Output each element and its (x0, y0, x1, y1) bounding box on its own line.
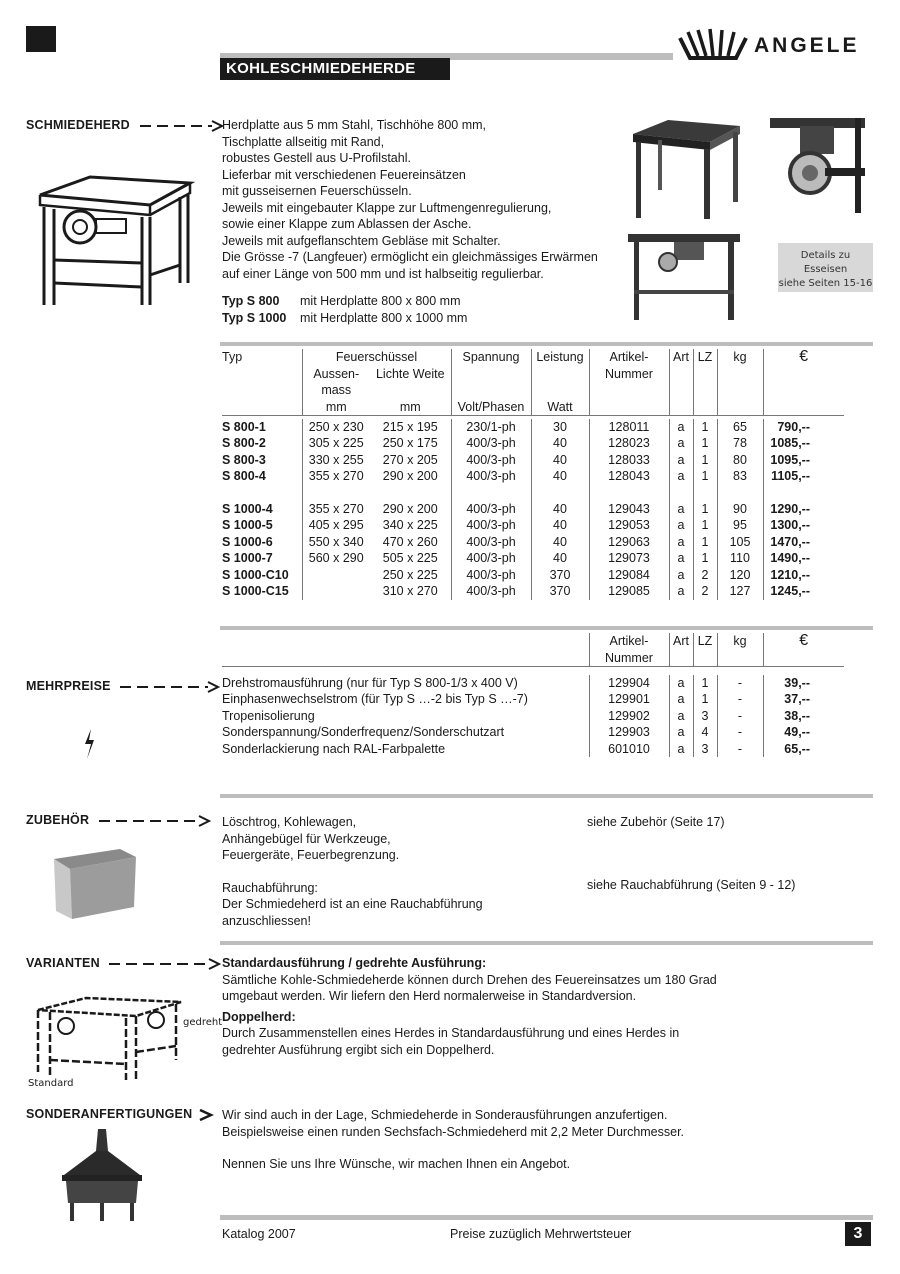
page-number: 3 (845, 1222, 871, 1246)
cell-lz: 1 (693, 550, 717, 567)
cell-lz: 2 (693, 583, 717, 600)
corner-mark (26, 26, 56, 52)
cell-art: a (669, 452, 693, 469)
desc-line: mit gusseisernen Feuerschüsseln. (222, 184, 412, 198)
cell-lz: 3 (693, 708, 717, 725)
desc-line: Tischplatte allseitig mit Rand, (222, 134, 385, 149)
cell-leistung: 370 (531, 583, 589, 600)
cell-preis: 65,-- (763, 741, 844, 758)
header-kg: kg (717, 633, 763, 650)
cell-spannung: 400/3-ph (451, 567, 531, 584)
varianten-drawing (26, 990, 223, 1090)
cell-leistung: 40 (531, 534, 589, 551)
cell-spannung: 400/3-ph (451, 583, 531, 600)
cell-typ: S 1000-4 (222, 501, 273, 516)
cell-artikel: 129084 (589, 567, 669, 584)
header-art: Art (669, 349, 693, 366)
zubehoer-label: ZUBEHÖR (26, 813, 90, 827)
cell-typ: S 800-4 (222, 469, 266, 483)
cell-leistung: 40 (531, 468, 589, 485)
type-list (222, 293, 642, 326)
rauch-line: anzuschliessen! (222, 913, 311, 928)
cell-lz: 1 (693, 435, 717, 452)
header-watt: Watt (531, 399, 589, 416)
sonder-line: Wir sind auch in der Lage, Schmiedeherde in Sonderausführungen anzufertigen. (222, 1108, 668, 1122)
mehrpreis-row (222, 741, 844, 758)
brand-name: ANGELE (754, 34, 860, 57)
header-voltphasen: Volt/Phasen (451, 399, 531, 416)
type-item (222, 310, 642, 327)
table-header-row (222, 366, 844, 383)
header-lichte: Lichte Weite (375, 366, 445, 381)
angele-logo-icon (676, 26, 750, 66)
lightning-icon (82, 728, 98, 760)
desc-line: Lieferbar mit verschiedenen Feuereinsätzen (222, 167, 466, 182)
cell-aussen: 355 x 270 (302, 468, 370, 485)
varianten-text (222, 955, 842, 1058)
varianten-rule (220, 941, 873, 945)
header-feuerschuessel: Feuerschüssel (302, 349, 451, 366)
cell-lichte: 270 x 205 (382, 452, 438, 467)
cell-artikel: 129063 (589, 534, 669, 551)
cell-leistung: 40 (531, 501, 589, 518)
header-euro: € (763, 633, 844, 650)
cell-artikel: 129043 (589, 501, 669, 518)
cell-artikel: 129904 (589, 675, 669, 692)
cell-lz: 1 (693, 501, 717, 518)
sonder-label: SONDERANFERTIGUNGEN (26, 1107, 193, 1121)
cell-leistung: 370 (531, 567, 589, 584)
header-spannung: Spannung (451, 349, 531, 366)
desc-line: Jeweils mit aufgeflanschtem Gebläse mit Schalter. (222, 233, 501, 248)
cell-kg: - (717, 708, 763, 725)
cell-art: a (669, 675, 693, 692)
sonder-text (222, 1107, 842, 1173)
cell-lz: 4 (693, 724, 717, 741)
cell-artikel: 128033 (589, 452, 669, 469)
cell-spannung: 400/3-ph (451, 550, 531, 567)
zubehoer-line: Löschtrog, Kohlewagen, (222, 815, 357, 829)
cell-artikel: 128011 (589, 419, 669, 436)
cell-preis: 1470,-- (763, 534, 844, 551)
cell-artikel: 129902 (589, 708, 669, 725)
table-header-row (222, 349, 844, 366)
mehrpreis-row (222, 724, 844, 741)
section-label-mehrpreise (26, 678, 220, 695)
table-row (222, 435, 844, 452)
cell-leistung: 40 (531, 517, 589, 534)
header-mm: mm (399, 399, 421, 414)
section-label-schmiedeherd (26, 117, 224, 134)
cell-art: a (669, 741, 693, 758)
header-nummer: Nummer (589, 650, 669, 667)
header-lz: LZ (693, 349, 717, 366)
doppelherd-heading: Doppelherd: (222, 1009, 296, 1024)
header-kg: kg (717, 349, 763, 366)
cell-kg: - (717, 691, 763, 708)
cell-art: a (669, 419, 693, 436)
header-artikel: Artikel- (589, 349, 669, 366)
cell-preis: 790,-- (763, 419, 844, 436)
product-photo-table-blower (628, 230, 743, 322)
cell-lz: 2 (693, 567, 717, 584)
note-line: siehe Seiten 15-16 (778, 278, 873, 289)
desc-line: Die Grösse -7 (Langfeuer) ermöglicht ein gleichmässiges Erwärmen (222, 250, 598, 264)
arrow-icon (198, 1109, 214, 1121)
mehrpreis-row (222, 675, 844, 692)
table-header-row (222, 382, 844, 399)
sonder-hearth-photo (52, 1127, 152, 1223)
cell-spannung: 400/3-ph (451, 452, 531, 469)
cell-lichte: 290 x 200 (382, 501, 438, 516)
cell-aussen: 405 x 295 (302, 517, 370, 534)
cell-art: a (669, 534, 693, 551)
cell-lz: 1 (693, 419, 717, 436)
cell-typ: S 1000-7 (222, 551, 273, 565)
product-photo-table (628, 116, 743, 221)
loeschtrog-photo (50, 845, 140, 923)
cell-lichte: 250 x 175 (382, 436, 438, 450)
cell-kg: 65 (717, 419, 763, 436)
cell-preis: 39,-- (763, 675, 844, 692)
varianten-line: umgebaut werden. Wir liefern den Herd normalerweise in Standardversion. (222, 989, 637, 1003)
cell-desc: Tropenisolierung (222, 708, 315, 723)
note-line: Details zu Esseisen (800, 250, 851, 275)
cell-artikel: 601010 (589, 741, 669, 758)
type-name: Typ S 800 (222, 294, 280, 308)
schmiedeherd-description (222, 117, 642, 282)
table-row (222, 501, 844, 518)
cell-artikel: 129903 (589, 724, 669, 741)
cell-leistung: 40 (531, 550, 589, 567)
type-desc: mit Herdplatte 800 x 800 mm (300, 294, 461, 308)
mehrpreise-label: MEHRPREISE (26, 679, 111, 693)
cell-lz: 1 (693, 534, 717, 551)
cell-lichte: 215 x 195 (382, 419, 438, 434)
cell-spannung: 400/3-ph (451, 534, 531, 551)
brand-logo (676, 26, 871, 66)
footer-note: Preise zuzüglich Mehrwertsteuer (450, 1227, 632, 1241)
rauch-line: Der Schmiedeherd ist an eine Rauchabführung (222, 897, 483, 911)
mehrpreis-row (222, 708, 844, 725)
mehrpreise-rule (220, 626, 873, 630)
doppelherd-line: Durch Zusammenstellen eines Herdes in Standardausführung und eines Herdes in (222, 1026, 680, 1040)
cell-art: a (669, 468, 693, 485)
footer-rule (220, 1215, 873, 1220)
cell-artikel: 128023 (589, 435, 669, 452)
cell-desc: Drehstromausführung (nur für Typ S 800-1/3 x 400 V) (222, 675, 518, 690)
zubehoer-line: Anhängebügel für Werkzeuge, (222, 831, 391, 846)
main-table (222, 349, 873, 600)
cell-preis: 1085,-- (763, 435, 844, 452)
cell-lichte: 340 x 225 (382, 518, 438, 532)
header-euro: € (763, 349, 844, 366)
cell-kg: 120 (717, 567, 763, 584)
cell-leistung: 30 (531, 419, 589, 436)
type-item (222, 293, 642, 310)
cell-kg: - (717, 724, 763, 741)
doppelherd-line: gedrehter Ausführung ergibt sich ein Doppelherd. (222, 1042, 495, 1057)
cell-kg: 80 (717, 452, 763, 469)
desc-line: Herdplatte aus 5 mm Stahl, Tischhöhe 800 mm, (222, 118, 487, 132)
cell-lz: 1 (693, 675, 717, 692)
type-desc: mit Herdplatte 800 x 1000 mm (300, 310, 468, 325)
section-label-zubehoer (26, 812, 211, 829)
cell-preis: 1290,-- (763, 501, 844, 518)
cell-spannung: 400/3-ph (451, 435, 531, 452)
sonder-line: Beispielsweise einen runden Sechsfach-Schmiedeherd mit 2,2 Meter Durchmesser. (222, 1124, 685, 1139)
header-artikel: Artikel- (589, 633, 669, 650)
cell-typ: S 1000-6 (222, 534, 273, 549)
cell-art: a (669, 583, 693, 600)
cell-aussen: 250 x 230 (302, 419, 370, 436)
zubehoer-rule (220, 794, 873, 798)
cell-kg: 105 (717, 534, 763, 551)
varianten-heading: Standardausführung / gedrehte Ausführung: (222, 956, 487, 970)
zubehoer-text (222, 814, 582, 929)
cell-aussen: 305 x 225 (302, 435, 370, 452)
cell-leistung: 40 (531, 452, 589, 469)
cell-typ: S 1000-5 (222, 518, 273, 532)
cell-lichte: 310 x 270 (382, 584, 438, 598)
cell-art: a (669, 550, 693, 567)
header-mm: mm (302, 399, 370, 416)
mehrpreise-header (222, 633, 844, 757)
table-row (222, 452, 844, 469)
table-row (222, 419, 844, 436)
mehrpreise-rows (222, 675, 844, 758)
dashed-arrow-icon (120, 681, 220, 693)
cell-typ: S 800-1 (222, 419, 266, 434)
header-art: Art (669, 633, 693, 650)
desc-line: auf einer Länge von 500 mm und ist halbseitig regulierbar. (222, 266, 544, 281)
table-row (222, 517, 844, 534)
cell-art: a (669, 724, 693, 741)
cell-lichte: 505 x 225 (382, 551, 438, 565)
cell-typ: S 800-2 (222, 436, 266, 450)
cell-kg: 110 (717, 550, 763, 567)
page-title: KOHLESCHMIEDEHERDE (220, 58, 450, 80)
cell-lz: 1 (693, 452, 717, 469)
cell-preis: 1210,-- (763, 567, 844, 584)
header-leistung: Leistung (531, 349, 589, 366)
cell-typ: S 800-3 (222, 452, 266, 467)
header-lz: LZ (693, 633, 717, 650)
cell-kg: 127 (717, 583, 763, 600)
rauch-reference: siehe Rauchabführung (Seiten 9 - 12) (587, 878, 796, 892)
table-group-s1000 (222, 501, 844, 600)
desc-line: sowie einer Klappe zum Ablassen der Asche. (222, 217, 472, 231)
cell-kg: 83 (717, 468, 763, 485)
cell-lz: 1 (693, 468, 717, 485)
cell-kg: 90 (717, 501, 763, 518)
cell-art: a (669, 567, 693, 584)
cell-artikel: 129085 (589, 583, 669, 600)
type-name: Typ S 1000 (222, 310, 287, 325)
header-nummer: Nummer (589, 366, 669, 383)
cell-kg: 78 (717, 435, 763, 452)
cell-preis: 49,-- (763, 724, 844, 741)
product-photo-blower (770, 118, 865, 213)
cell-art: a (669, 708, 693, 725)
cell-lz: 1 (693, 691, 717, 708)
section-label-varianten (26, 955, 221, 972)
cell-artikel: 129901 (589, 691, 669, 708)
cell-aussen (302, 583, 370, 600)
header-aussen: Aussen- (302, 366, 370, 383)
schmiedeherd-drawing (30, 165, 200, 310)
cell-spannung: 230/1-ph (451, 419, 531, 436)
cell-aussen: 330 x 255 (302, 452, 370, 469)
label-gedreht: gedreht (183, 1017, 223, 1028)
header-mass: mass (302, 382, 370, 399)
label-standard: Standard (28, 1078, 74, 1089)
cell-artikel: 129073 (589, 550, 669, 567)
cell-art: a (669, 435, 693, 452)
cell-desc: Einphasenwechselstrom (für Typ S …-2 bis Typ S …-7) (222, 692, 528, 706)
table-group-s800 (222, 419, 844, 485)
table-row (222, 550, 844, 567)
cell-typ: S 1000-C10 (222, 567, 289, 582)
sonder-line: Nennen Sie uns Ihre Wünsche, wir machen Ihnen ein Angebot. (222, 1157, 571, 1171)
schmiedeherd-label: SCHMIEDEHERD (26, 118, 130, 132)
cell-preis: 1095,-- (763, 452, 844, 469)
esseisen-note (778, 243, 873, 292)
cell-spannung: 400/3-ph (451, 517, 531, 534)
table-top-rule (220, 342, 873, 346)
table-row (222, 583, 844, 600)
cell-kg: 95 (717, 517, 763, 534)
cell-preis: 1300,-- (763, 517, 844, 534)
cell-aussen (302, 567, 370, 584)
header-typ: Typ (222, 350, 243, 364)
cell-artikel: 128043 (589, 468, 669, 485)
table-row (222, 534, 844, 551)
zubehoer-reference: siehe Zubehör (Seite 17) (587, 815, 725, 829)
cell-preis: 1490,-- (763, 550, 844, 567)
cell-preis: 1105,-- (763, 468, 844, 485)
varianten-line: Sämtliche Kohle-Schmiedeherde können durch Drehen des Feuereinsatzes um 180 Grad (222, 972, 717, 987)
cell-art: a (669, 691, 693, 708)
cell-lichte: 470 x 260 (382, 534, 438, 549)
cell-artikel: 129053 (589, 517, 669, 534)
mehrpreis-row (222, 691, 844, 708)
table-row (222, 468, 844, 485)
dashed-arrow-icon (140, 120, 224, 132)
cell-desc: Sonderspannung/Sonderfrequenz/Sonderschutzart (222, 725, 505, 739)
cell-typ: S 1000-C15 (222, 584, 289, 598)
cell-lz: 1 (693, 517, 717, 534)
cell-aussen: 550 x 340 (302, 534, 370, 551)
footer-catalog: Katalog 2007 (222, 1227, 296, 1241)
table-row (222, 567, 844, 584)
cell-art: a (669, 517, 693, 534)
zubehoer-line: Feuergeräte, Feuerbegrenzung. (222, 848, 400, 862)
rauch-line: Rauchabführung: (222, 880, 318, 895)
cell-aussen: 355 x 270 (302, 501, 370, 518)
cell-spannung: 400/3-ph (451, 468, 531, 485)
cell-kg: - (717, 675, 763, 692)
cell-preis: 1245,-- (763, 583, 844, 600)
cell-lichte: 250 x 225 (382, 567, 438, 582)
varianten-label: VARIANTEN (26, 956, 100, 970)
dashed-arrow-icon (99, 815, 211, 827)
cell-spannung: 400/3-ph (451, 501, 531, 518)
section-label-sonder (26, 1106, 214, 1123)
desc-line: robustes Gestell aus U-Profilstahl. (222, 151, 411, 165)
desc-line: Jeweils mit eingebauter Klappe zur Luftmengenregulierung, (222, 200, 552, 215)
cell-preis: 38,-- (763, 708, 844, 725)
table-header-row (222, 399, 844, 416)
cell-leistung: 40 (531, 435, 589, 452)
cell-aussen: 560 x 290 (302, 550, 370, 567)
cell-preis: 37,-- (763, 691, 844, 708)
cell-kg: - (717, 741, 763, 758)
cell-desc: Sonderlackierung nach RAL-Farbpalette (222, 741, 446, 756)
cell-lz: 3 (693, 741, 717, 758)
cell-art: a (669, 501, 693, 518)
cell-lichte: 290 x 200 (382, 469, 438, 483)
dashed-arrow-icon (109, 958, 221, 970)
